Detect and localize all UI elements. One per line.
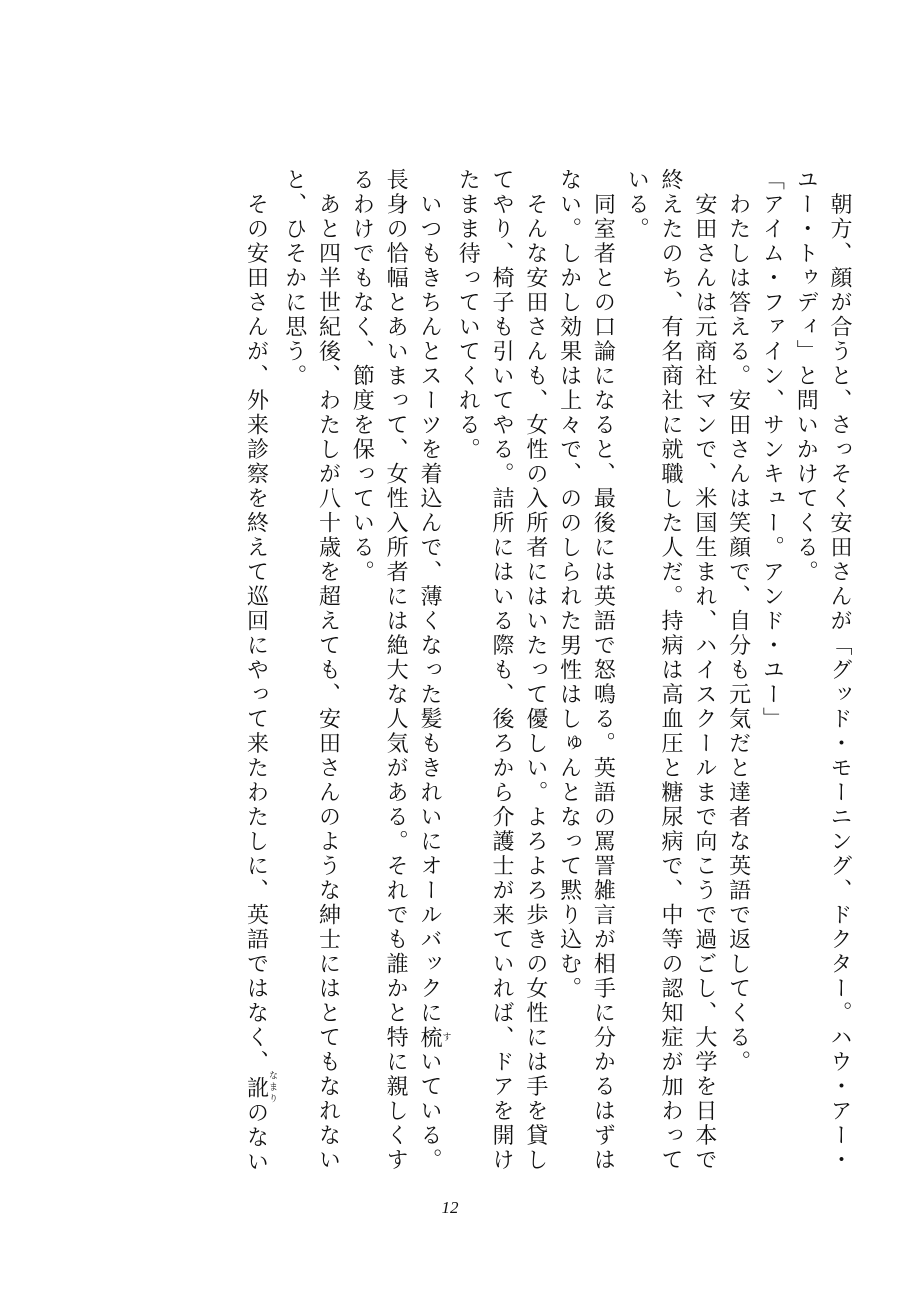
text-line: たまま待っていてくれる。 (455, 168, 481, 462)
text-line: 朝方、顔が合うと、さっそく安田さんが「グッド・モーニング、ドクター。ハウ・アー・ (827, 168, 852, 1173)
furigana: 梳す (416, 1025, 451, 1050)
text-line: と、ひそかに思う。 (281, 168, 307, 389)
text-line: あと四半世紀後、わたしが八十歳を超えても、安田さんのような紳士にはとてもなれない (315, 168, 341, 1173)
text-line: るわけでもなく、節度を保っている。 (349, 168, 375, 585)
text-line: ユー・トゥディ」と問いかけてくる。 (793, 168, 819, 585)
page-number: 12 (441, 1198, 459, 1217)
text-line: 終えたのち、有名商社に就職した人だ。持病は高血圧と糖尿病で、中等の認知症が加わって (658, 168, 684, 1173)
text-line: わたしは答える。安田さんは笑顔で、自分も元気だと達者な英語で返してくる。 (725, 168, 751, 1075)
text-line: 安田さんは元商社マンで、米国生まれ、ハイスクールまで向こうで過ごし、大学を日本で (691, 168, 717, 1173)
text-line: 「アイム・ファイン、サンキュー。アンド・ユー」 (759, 168, 785, 732)
text-line: 長身の恰幅とあいまって、女性入所者には絶大な人気がある。それでも誰かと特に親しくす (383, 168, 409, 1173)
text-line: いる。 (624, 168, 650, 242)
text-line: その安田さんが、外来診察を終えて巡回にやって来たわたしに、英語ではなく、訛なまりのない (243, 168, 277, 1175)
text-line: ない。しかし効果は上々で、ののしられた男性はしゅんとなって黙り込む。 (556, 168, 582, 1001)
text-line: てやり、椅子も引いてやる。詰所にはいる際も、後ろから介護士が来ていれば、ドアを開け (489, 168, 515, 1173)
text-line: いつもきちんとスーツを着込んで、薄くなった髪もきれいにオールバックに梳すいている。 (416, 168, 451, 1173)
text-line: そんな安田さんも、女性の入所者にはいたって優しい。よろよろ歩きの女性には手を貸し (522, 168, 548, 1173)
text-line: 同室者との口論になると、最後には英語で怒鳴る。英語の罵詈雑言が相手に分かるはずは (590, 168, 616, 1173)
furigana: 訛なまり (243, 1070, 277, 1105)
vertical-text-body (96, 168, 856, 1175)
